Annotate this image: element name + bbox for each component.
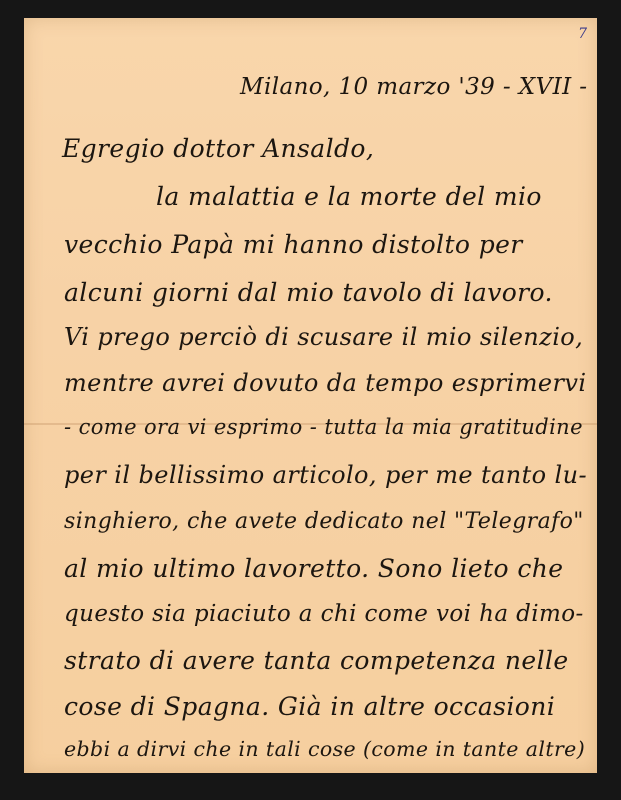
letter-line: per il bellissimo articolo, per me tanto lu- bbox=[64, 461, 587, 489]
letter-line: la malattia e la morte del mio bbox=[156, 182, 542, 211]
letter-line: mentre avrei dovuto da tempo esprimervi bbox=[64, 369, 587, 397]
letter-line: singhiero, che avete dedicato nel "Telegrafo" bbox=[64, 509, 584, 534]
letter-line: - come ora vi esprimo - tutta la mia gratitudine bbox=[64, 415, 583, 439]
letter-line: al mio ultimo lavoretto. Sono lieto che bbox=[64, 554, 564, 583]
page-number: 7 bbox=[578, 26, 587, 42]
letter-line: strato di avere tanta competenza nelle bbox=[64, 646, 569, 675]
letter-line: cose di Spagna. Già in altre occasioni bbox=[64, 692, 556, 721]
letter-line: alcuni giorni dal mio tavolo di lavoro. bbox=[64, 278, 553, 307]
letter-line: vecchio Papà mi hanno distolto per bbox=[64, 230, 523, 259]
salutation: Egregio dottor Ansaldo, bbox=[62, 134, 375, 163]
letter-line: ebbi a dirvi che in tali cose (come in tante altre) bbox=[64, 737, 586, 761]
letter-page bbox=[24, 18, 597, 773]
date-line: Milano, 10 marzo '39 - XVII - bbox=[240, 74, 588, 100]
letter-line: Vi prego perciò di scusare il mio silenzio, bbox=[64, 323, 584, 351]
letter-line: questo sia piaciuto a chi come voi ha dimo- bbox=[64, 601, 584, 627]
